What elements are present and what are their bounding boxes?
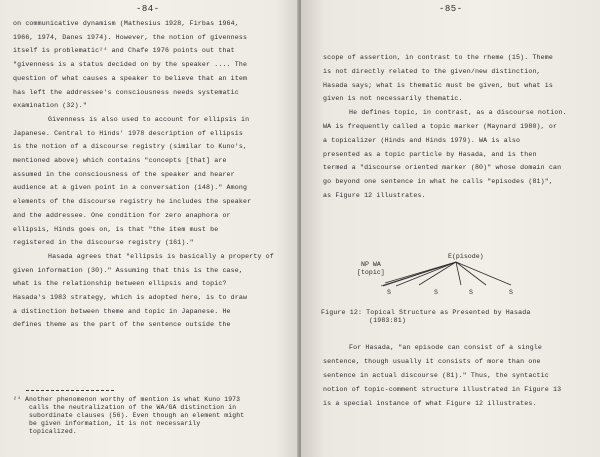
text-line: a distinction between theme and topic in Japanese. He xyxy=(13,307,231,315)
tree-leaf-s: S xyxy=(509,289,513,296)
text-line: Givenness is also used to account for ellipsis in xyxy=(48,115,250,123)
text-line: question of what causes a speaker to believe that an item xyxy=(13,74,248,82)
text-line: Hasada's 1983 strategy, which is adopted here, is to draw xyxy=(13,294,248,301)
text-line: assumed in the consciousness of the speaker and hearer xyxy=(13,170,235,178)
text-line: be given information, it is not necessarily xyxy=(29,420,201,427)
text-line: scope of assertion, in contrast to the rheme (15). Theme xyxy=(323,54,553,61)
page-number: -84- xyxy=(136,4,160,14)
text-line: Hasada says; what is thematic must be given, but what is xyxy=(323,81,553,89)
text-line: WA is frequently called a topic marker (Maynard 1980), or xyxy=(323,123,558,130)
tree-topic-label: [topic] xyxy=(357,269,385,276)
tree-leaf-s: S xyxy=(387,289,391,296)
footnote-rule xyxy=(26,390,114,391)
text-line: a topicalizer (Hinds and Hinds 1979). WA is also xyxy=(323,136,521,144)
tree-np-label: NP WA xyxy=(361,261,381,268)
text-line: Hasada agrees that "ellipsis is basically a property of xyxy=(48,252,274,260)
tree-leaf-s: S xyxy=(469,289,473,296)
text-line: subordinate clauses (56). Even though an element might xyxy=(29,412,245,419)
text-line: is not directly related to the given/new distinction, xyxy=(323,67,541,75)
text-line: defines theme as the part of the sentence outside the xyxy=(13,321,231,329)
tree-branch-s1 xyxy=(419,262,456,285)
text-line: "givenness is a status decided on by the speaker .... The xyxy=(13,61,248,69)
text-line: topicalized. xyxy=(29,428,77,435)
text-line: ellipsis, Hinds goes on, is that "the item must be xyxy=(13,225,219,233)
text-line: audience at a given point in a conversation (148)." Among xyxy=(13,184,248,192)
text-line: ²⁴ Another phenomenon worthy of mention is what Kuno 1973 xyxy=(13,396,241,403)
figure-caption: Figure 12: Topical Structure as Presented by Hasada xyxy=(321,309,531,316)
text-line: is the notion of a discourse registry (similar to Kuno's, xyxy=(13,143,248,151)
text-line: examination (32)." xyxy=(13,102,87,110)
text-line: termed a "discourse oriented marker (80)" whose domain can xyxy=(323,164,562,172)
text-line: as Figure 12 illustrates. xyxy=(323,192,426,199)
text-line: sentence, though usually it consists of more than one xyxy=(323,358,541,365)
text-line: go beyond one sentence in what he calls "episodes (81)", xyxy=(323,178,553,186)
text-line: is a special instance of what Figure 12 illustrates. xyxy=(323,400,537,407)
text-line: Japanese. Central to Hinds' 1978 description of ellipsis xyxy=(13,129,243,137)
figure-caption-citation: (1983:81) xyxy=(369,317,406,324)
text-line: presented as a topic particle by Hasada, and is then xyxy=(323,150,537,158)
text-line: mentioned above) which contains "concepts [that] are xyxy=(13,157,227,164)
page-number: -85- xyxy=(439,4,463,14)
text-line: has left the addressee's consciousness needs systematic xyxy=(13,88,239,96)
tree-leaf-s: S xyxy=(434,289,438,296)
text-line: elements of the discourse registry he includes the speaker xyxy=(13,198,252,206)
text-line: For Hasada, "an episode can consist of a single xyxy=(349,344,543,351)
tree-branch xyxy=(396,262,456,286)
text-line: calls the neutralization of the WA/GA distinction in xyxy=(29,404,237,411)
tree-branch-s4 xyxy=(456,262,511,285)
text-line: on communicative dynamism (Mathesius 1928, Firbas 1964, xyxy=(13,20,239,27)
text-line: what is the relationship between ellipsis and topic? xyxy=(13,280,227,288)
tree-branch-topic xyxy=(385,262,456,283)
text-line: notion of topic-comment structure illustrated in Figure 13 xyxy=(323,386,562,393)
text-line: given is not necessarily thematic. xyxy=(323,95,463,103)
text-line: and the addressee. One condition for zero anaphora or xyxy=(13,211,231,219)
text-line: itself is problematic²⁴ and Chafe 1976 points out that xyxy=(13,47,235,55)
left-page xyxy=(0,0,299,457)
text-line: given information (30)." Assuming that this is the case, xyxy=(13,266,243,274)
text-line: registered in the discourse registry (161)." xyxy=(13,239,194,247)
tree-root-label: E(pisode) xyxy=(448,253,484,260)
right-page xyxy=(301,0,600,457)
text-line: sentence in actual discourse (81)." Thus, the syntactic xyxy=(323,372,549,379)
text-line: 1966, 1974, Danes 1974). However, the notion of givenness xyxy=(13,33,248,41)
text-line: He defines topic, in contrast, as a discourse notion. xyxy=(349,109,567,117)
